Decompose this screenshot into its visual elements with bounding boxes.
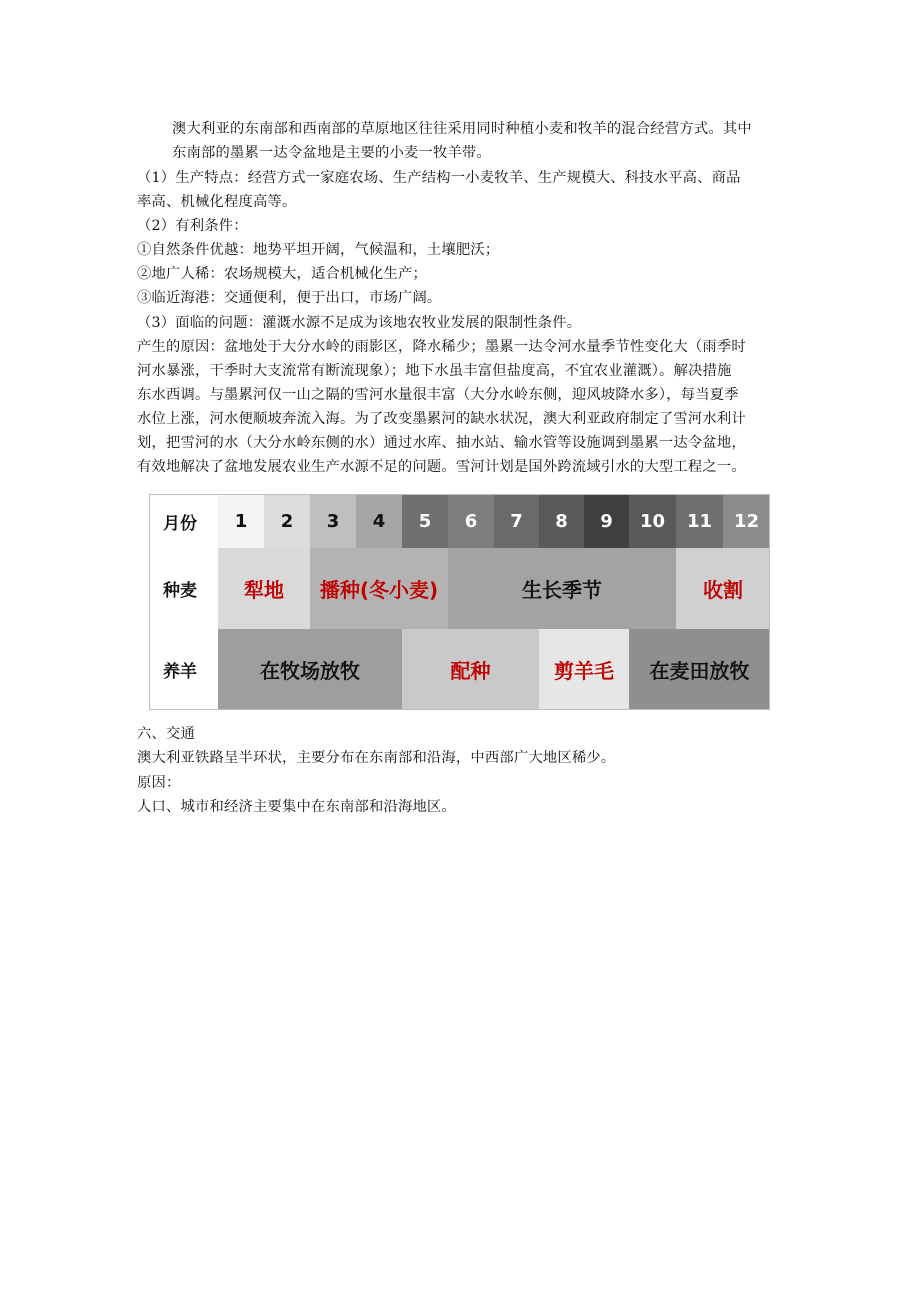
- paragraph-line: ②地广人稀：农场规模大，适合机械化生产；: [137, 266, 427, 282]
- task-pasture-grazing: 在牧场放牧: [218, 629, 402, 710]
- month-cell: 6: [448, 494, 494, 548]
- paragraph-line: 产生的原因：盆地处于大分水岭的雨影区，降水稀少；墨累一达令河水量季节性变化大（雨季时: [137, 339, 746, 355]
- month-cell: 1: [218, 494, 264, 548]
- paragraph-line: ①自然条件优越：地势平坦开阔，气候温和，土壤肥沃；: [137, 242, 500, 258]
- sheep-row-label: 养羊: [149, 629, 211, 710]
- task-sowing: 播种(冬小麦): [310, 548, 448, 629]
- task-harvest: 收割: [676, 548, 770, 629]
- task-shearing: 剪羊毛: [539, 629, 629, 710]
- paragraph-line: 河水暴涨，干季时大支流常有断流现象）；地下水虽丰富但盐度高，不宜农业灌溉）。解决措施: [137, 363, 732, 379]
- paragraph-line: （1）生产特点：经营方式一家庭农场、生产结构一小麦牧羊、生产规模大、科技水平高、商品: [137, 170, 741, 186]
- reason-label: 原因：: [137, 775, 181, 791]
- paragraph-line: ③临近海港：交通便利，便于出口，市场广阔。: [137, 290, 442, 306]
- task-plowing: 犁地: [218, 548, 310, 629]
- month-cell: 12: [723, 494, 770, 548]
- month-cell: 8: [539, 494, 584, 548]
- paragraph-line: 澳大利亚铁路呈半环状，主要分布在东南部和沿海，中西部广大地区稀少。: [137, 750, 616, 766]
- paragraph-line: 人口、城市和经济主要集中在东南部和沿海地区。: [137, 799, 456, 815]
- paragraph-line: 东南部的墨累一达令盆地是主要的小麦一牧羊带。: [172, 145, 491, 161]
- task-wheatfield-grazing: 在麦田放牧: [629, 629, 770, 710]
- month-cell: 10: [629, 494, 676, 548]
- paragraph-line: 有效地解决了盆地发展农业生产水源不足的问题。雪河计划是国外跨流域引水的大型工程之一。: [137, 459, 746, 475]
- paragraph-line: 水位上涨，河水便顺坡奔流入海。为了改变墨累河的缺水状况，澳大利亚政府制定了雪河水利计: [137, 411, 746, 427]
- paragraph-line: 东水西调。与墨累河仅一山之隔的雪河水量很丰富（大分水岭东侧，迎风坡降水多），每当夏季: [137, 387, 739, 403]
- paragraph-line: 划，把雪河的水（大分水岭东侧的水）通过水库、抽水站、输水管等设施调到墨累一达令盆地，: [137, 435, 746, 451]
- paragraph-line: 澳大利亚的东南部和西南部的草原地区往往采用同时种植小麦和牧羊的混合经营方式。其中: [172, 121, 752, 137]
- farming-calendar-table: [149, 494, 770, 710]
- task-growing-season: 生长季节: [448, 548, 676, 629]
- month-cell: 11: [676, 494, 723, 548]
- wheat-row-label: 种麦: [149, 548, 211, 629]
- month-cell: 3: [310, 494, 356, 548]
- month-cell: 4: [356, 494, 402, 548]
- month-cell: 2: [264, 494, 310, 548]
- month-cell: 5: [402, 494, 448, 548]
- month-cell: 7: [494, 494, 539, 548]
- paragraph-line: （2）有利条件：: [137, 218, 248, 234]
- month-cell: 9: [584, 494, 629, 548]
- month-header-label: 月份: [149, 494, 211, 548]
- paragraph-line: 率高、机械化程度高等。: [137, 194, 297, 210]
- task-breeding: 配种: [402, 629, 539, 710]
- section-heading: 六、交通: [137, 726, 195, 742]
- paragraph-line: （3）面临的问题：灌溉水源不足成为该地农牧业发展的限制性条件。: [137, 315, 582, 331]
